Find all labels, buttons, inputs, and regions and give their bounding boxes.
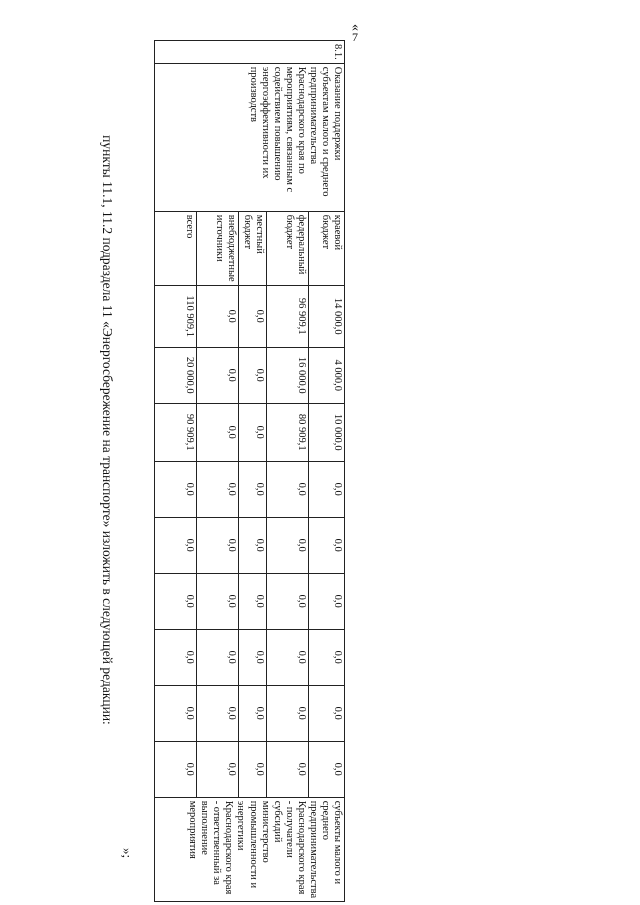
value-cell: 0,0 (239, 629, 267, 685)
value-cell: 80 909,1 (267, 403, 309, 461)
value-cell: 0,0 (197, 741, 239, 797)
value-cell: 0,0 (239, 403, 267, 461)
value-cell: 0,0 (155, 517, 197, 573)
value-cell: 0,0 (155, 461, 197, 517)
value-cell: 0,0 (197, 517, 239, 573)
value-cell: 0,0 (267, 685, 309, 741)
responsible-party: субъекты малого и среднего предпринимательства Краснодарского края - получатели субсидий министерство промышленности и энергетики Краснодарского края - ответственный за выполнение мероприятия (155, 797, 345, 901)
page-number: 7 (352, 30, 358, 44)
value-cell: 0,0 (239, 573, 267, 629)
value-cell: 0,0 (155, 573, 197, 629)
value-cell: 0,0 (239, 517, 267, 573)
value-cell: 0,0 (197, 685, 239, 741)
value-cell: 0,0 (155, 629, 197, 685)
value-cell: 0,0 (309, 629, 345, 685)
value-cell: 10 000,0 (309, 403, 345, 461)
opening-quote: « (348, 24, 363, 31)
value-cell: 90 909,1 (155, 403, 197, 461)
value-cell: 0,0 (197, 403, 239, 461)
value-cell: 0,0 (197, 573, 239, 629)
value-cell: 0,0 (267, 517, 309, 573)
value-cell: 0,0 (309, 573, 345, 629)
funding-source: местный бюджет (239, 211, 267, 285)
value-cell: 0,0 (267, 741, 309, 797)
value-cell: 0,0 (197, 461, 239, 517)
value-cell: 0,0 (309, 685, 345, 741)
value-cell: 0,0 (267, 629, 309, 685)
value-cell: 0,0 (239, 461, 267, 517)
value-cell: 4 000,0 (309, 347, 345, 403)
value-cell: 0,0 (239, 285, 267, 347)
amendment-instruction: пункты 11.1, 11.2 подраздела 11 «Энергосбережение на транспорте» изложить в следующей редакции: (100, 135, 115, 725)
table-row (309, 41, 345, 902)
value-cell: 0,0 (239, 685, 267, 741)
value-cell: 0,0 (239, 347, 267, 403)
value-cell: 14 000,0 (309, 285, 345, 347)
funding-source: краевой бюджет (309, 211, 345, 285)
value-cell: 0,0 (155, 685, 197, 741)
value-cell: 0,0 (309, 517, 345, 573)
funding-source: всего (155, 211, 197, 285)
measure-name: Оказание поддержки субъектам малого и среднего предпринимательства Краснодарского края по мероприятиям, связанным с содействием повышению энергоэффективности их производств (155, 63, 345, 211)
value-cell: 0,0 (197, 347, 239, 403)
row-number: 8.1. (155, 41, 345, 64)
value-cell: 0,0 (309, 741, 345, 797)
value-cell: 110 909,1 (155, 285, 197, 347)
value-cell: 0,0 (267, 461, 309, 517)
value-cell: 20 000,0 (155, 347, 197, 403)
value-cell: 16 000,0 (267, 347, 309, 403)
funding-source: внебюджетные источники (197, 211, 239, 285)
closing-quote: »; (120, 848, 135, 859)
program-table (154, 40, 345, 902)
value-cell: 0,0 (155, 741, 197, 797)
value-cell: 0,0 (267, 573, 309, 629)
value-cell: 0,0 (197, 285, 239, 347)
value-cell: 96 909,1 (267, 285, 309, 347)
value-cell: 0,0 (239, 741, 267, 797)
funding-source: федеральный бюджет (267, 211, 309, 285)
value-cell: 0,0 (309, 461, 345, 517)
value-cell: 0,0 (197, 629, 239, 685)
